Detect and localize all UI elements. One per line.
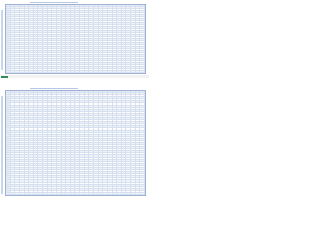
table-cell	[140, 193, 145, 195]
table-2	[5, 90, 146, 196]
document-page-2	[0, 78, 149, 198]
table-cell	[140, 71, 145, 73]
table-1-side-bar	[1, 10, 3, 70]
table-1	[5, 4, 146, 74]
document-page-1	[0, 0, 149, 75]
table-2-side-bar	[1, 96, 3, 194]
